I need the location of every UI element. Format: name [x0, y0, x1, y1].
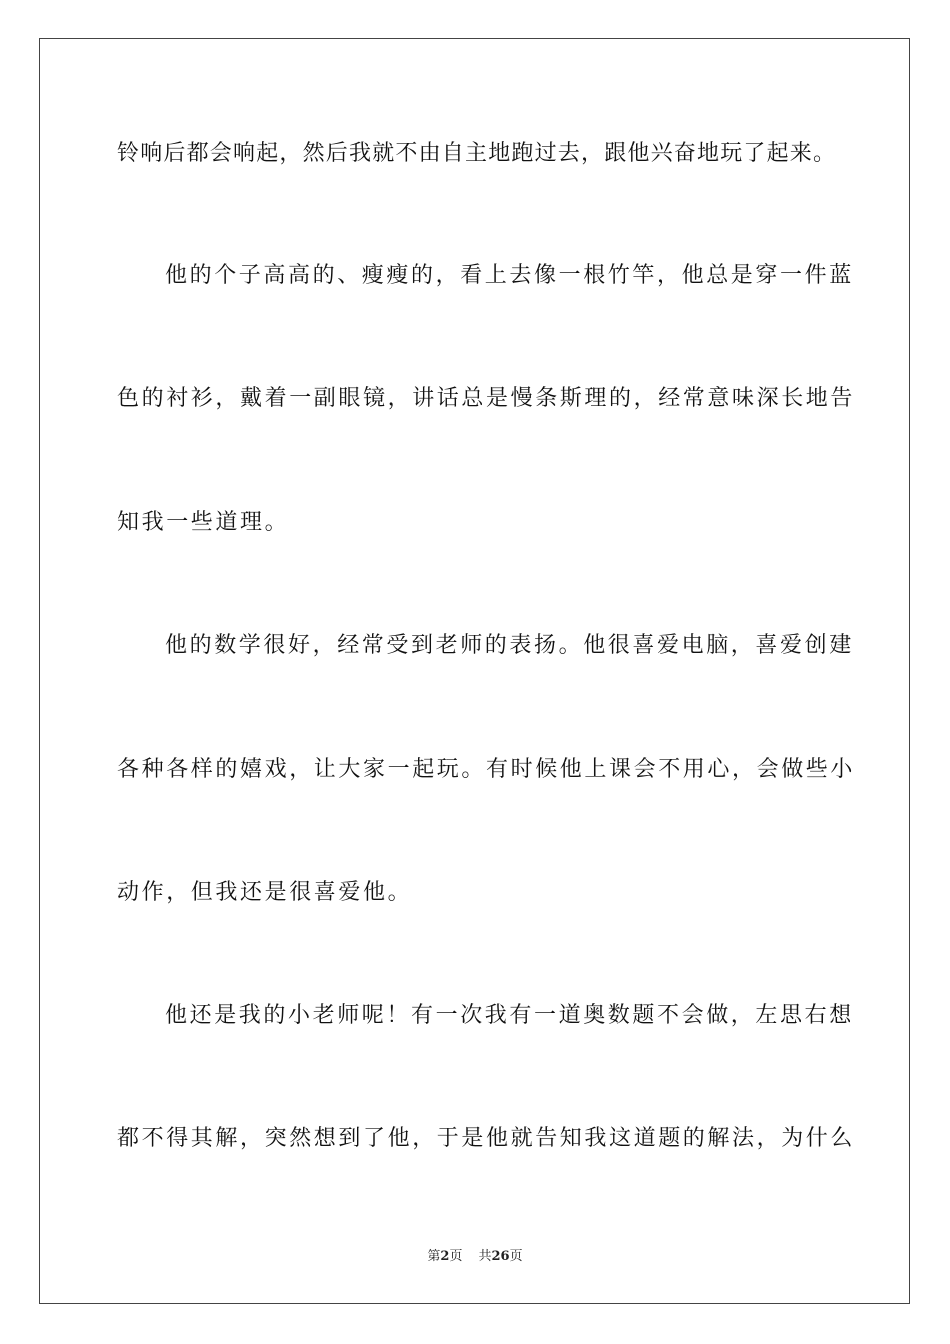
body-line-8: 他还是我的小老师呢！有一次我有一道奥数题不会做，左思右想 [165, 1003, 854, 1028]
page-prefix: 第 [427, 1249, 441, 1264]
page-footer [0, 1248, 950, 1266]
body-line-7: 动作，但我还是很喜爱他。 [117, 880, 413, 905]
body-line-2: 他的个子高高的、瘦瘦的，看上去像一根竹竿，他总是穿一件蓝 [165, 263, 854, 288]
body-line-6: 各种各样的嬉戏，让大家一起玩。有时候他上课会不用心，会做些小 [117, 757, 856, 782]
body-line-3: 色的衬衫，戴着一副眼镜，讲话总是慢条斯理的，经常意味深长地告 [117, 386, 856, 411]
body-line-9: 都不得其解，突然想到了他，于是他就告知我这道题的解法，为什么 [117, 1126, 856, 1151]
total-suffix: 页 [509, 1249, 523, 1264]
body-line-4: 知我一些道理。 [117, 510, 290, 535]
total-prefix: 共 [478, 1249, 492, 1264]
body-line-1: 铃响后都会响起，然后我就不由自主地跑过去，跟他兴奋地玩了起来。 [117, 141, 837, 166]
page-frame [39, 38, 910, 1304]
body-line-5: 他的数学很好，经常受到老师的表扬。他很喜爱电脑，喜爱创建 [165, 633, 854, 658]
page-suffix: 页 [449, 1249, 463, 1264]
page-number: 2 [440, 1249, 450, 1264]
total-pages: 26 [491, 1249, 510, 1264]
